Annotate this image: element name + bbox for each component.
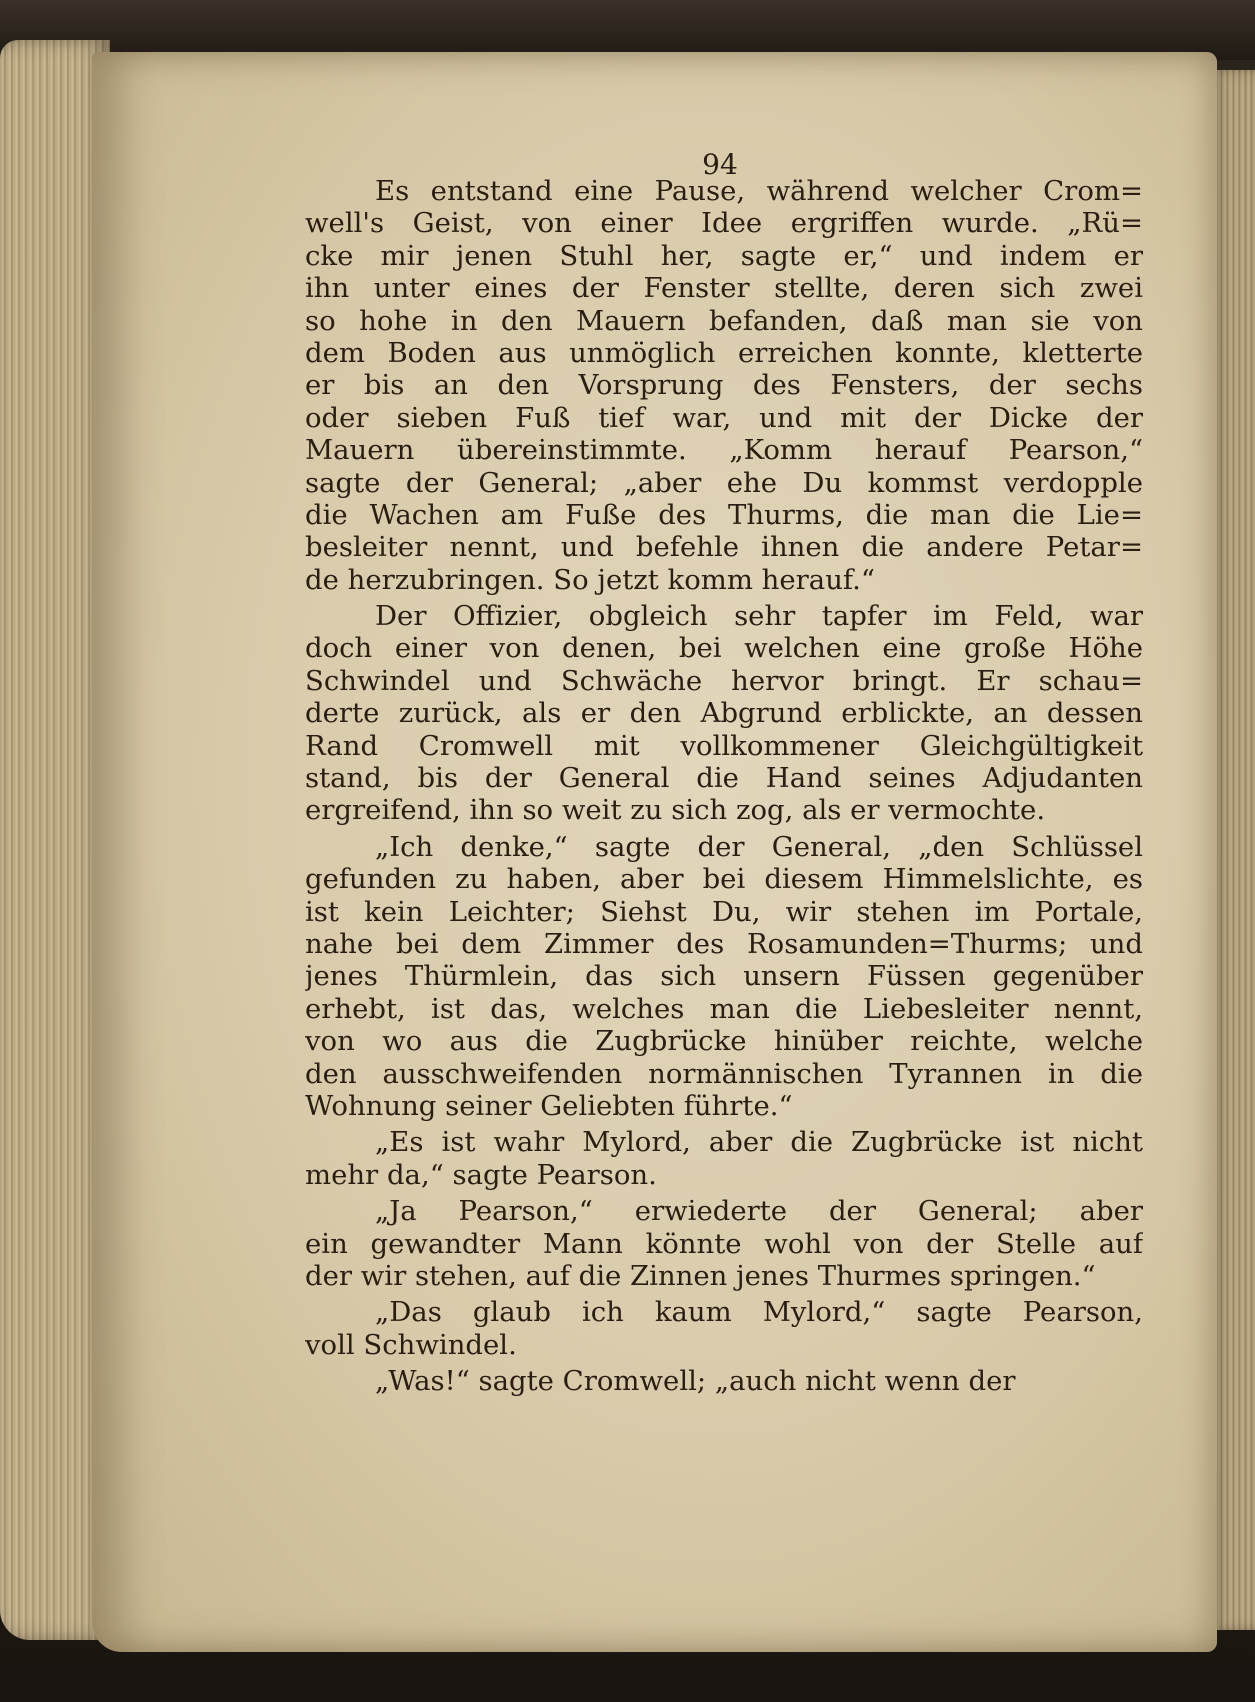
book-cover-edge [0,0,1255,60]
text-line: Schwindel und Schwäche hervor bringt. Er schau= [305,664,1143,697]
text-line: den ausschweifenden normännischen Tyrannen in die [305,1057,1143,1090]
text-line: jenes Thürmlein, das sich unsern Füssen gegenüber [305,960,1143,993]
text-line: dem Boden aus unmöglich erreichen konnte, kletterte [305,336,1143,369]
text-line: „Was!“ sagte Cromwell; „auch nicht wenn der [375,1365,1016,1398]
text-line: besleiter nennt, und befehle ihnen die andere Petar= [305,531,1143,564]
text-line: doch einer von denen, bei welchen eine große Höhe [305,632,1143,665]
text-line: ein gewandter Mann könnte wohl von der Stelle auf [305,1227,1143,1260]
text-line: „Ich denke,“ sagte der General, „den Schlüssel [375,830,1143,863]
text-line: ist kein Leichter; Siehst Du, wir stehen im Portale, [305,895,1143,928]
page-text [305,175,1143,1401]
text-line: voll Schwindel. [305,1328,517,1361]
text-line: cke mir jenen Stuhl her, sagte er,“ und indem er [305,239,1143,272]
paragraph [305,831,1143,1123]
text-line: gefunden zu haben, aber bei diesem Himmelslichte, es [305,863,1143,896]
paragraph [305,175,1143,596]
text-line: ergreifend, ihn so weit zu sich zog, als er vermochte. [305,794,1046,827]
text-line: der wir stehen, auf die Zinnen jenes Thurmes springen.“ [305,1259,1096,1292]
text-line: Es entstand eine Pause, während welcher Crom= [375,175,1143,207]
text-line: mehr da,“ sagte Pearson. [305,1158,657,1191]
paragraph [305,1365,1143,1397]
text-line: oder sieben Fuß tief war, und mit der Dicke der [305,401,1143,434]
page-number: 94 [702,148,738,181]
text-line: so hohe in den Mauern befanden, daß man sie von [305,304,1143,337]
text-line: derte zurück, als er den Abgrund erblickte, an dessen [305,697,1143,730]
text-line: ihn unter eines der Fenster stellte, deren sich zwei [305,272,1143,305]
text-line: Wohnung seiner Geliebten führte.“ [305,1089,793,1122]
text-line: „Das glaub ich kaum Mylord,“ sagte Pearson, [375,1296,1143,1329]
text-line: erhebt, ist das, welches man die Liebesleiter nennt, [305,992,1143,1025]
text-line: er bis an den Vorsprung des Fensters, der sechs [305,369,1143,402]
paragraph [305,600,1143,827]
text-line: well's Geist, von einer Idee ergriffen wurde. „Rü= [305,207,1143,240]
paragraph [305,1296,1143,1361]
text-line: Der Offizier, obgleich sehr tapfer im Feld, war [375,600,1143,633]
text-line: „Ja Pearson,“ erwiederte der General; aber [375,1195,1143,1228]
text-line: die Wachen am Fuße des Thurms, die man die Lie= [305,498,1143,531]
text-line: stand, bis der General die Hand seines Adjudanten [305,762,1143,795]
text-line: Mauern übereinstimmte. „Komm herauf Pearson,“ [305,434,1143,467]
text-line: „Es ist wahr Mylord, aber die Zugbrücke ist nicht [375,1126,1143,1159]
text-line: Rand Cromwell mit vollkommener Gleichgültigkeit [305,729,1143,762]
paragraph [305,1195,1143,1292]
text-line: nahe bei dem Zimmer des Rosamunden=Thurms; und [305,927,1143,960]
text-line: von wo aus die Zugbrücke hinüber reichte, welche [305,1025,1143,1058]
text-line: sagte der General; „aber ehe Du kommst verdopple [305,466,1143,499]
text-line: de herzubringen. So jetzt komm herauf.“ [305,563,875,596]
paragraph [305,1126,1143,1191]
